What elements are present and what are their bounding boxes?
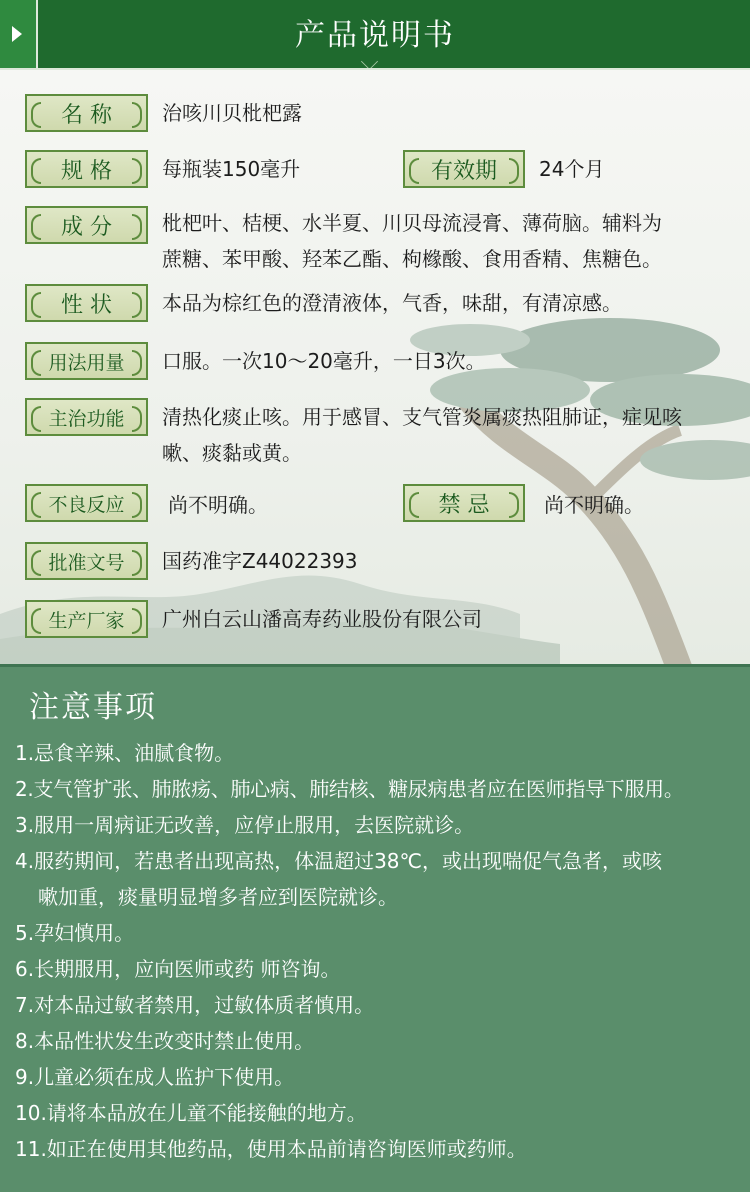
expiry-value: 24个月 [539, 157, 605, 181]
section-divider [0, 664, 750, 667]
properties-value: 本品为棕红色的澄清液体，气香，味甜，有清凉感。 [162, 291, 622, 315]
list-item: 8.本品性状发生改变时禁止使用。 [15, 1029, 315, 1053]
list-item: 9.儿童必须在成人监护下使用。 [15, 1065, 295, 1089]
ingredients-label: 成 分 [25, 206, 148, 244]
precautions-list [15, 735, 745, 1167]
indications-label: 主治功能 [25, 398, 148, 436]
list-item: 7.对本品过敏者禁用，过敏体质者慎用。 [15, 993, 375, 1017]
indications-line-2: 嗽、痰黏或黄。 [162, 441, 302, 465]
list-item: 10.请将本品放在儿童不能接触的地方。 [15, 1101, 367, 1125]
list-item: 11.如正在使用其他药品，使用本品前请咨询医师或药师。 [15, 1137, 527, 1161]
approval-number-value: 国药准字Z44022393 [162, 549, 358, 573]
list-item: 3.服用一周病证无改善，应停止服用，去医院就诊。 [15, 813, 475, 837]
usage-value: 口服。一次10～20毫升，一日3次。 [162, 349, 486, 373]
list-item [15, 879, 745, 915]
contraindications-value: 尚不明确。 [544, 493, 644, 517]
list-item: 1.忌食辛辣、油腻食物。 [15, 741, 235, 765]
list-item: 4.服药期间，若患者出现高热，体温超过38℃，或出现喘促气急者，或咳 [15, 849, 662, 873]
indications-line-1: 清热化痰止咳。用于感冒、支气管炎属痰热阻肺证，症见咳 [162, 405, 682, 429]
name-label: 名 称 [25, 94, 148, 132]
list-item-continuation: 嗽加重，痰量明显增多者应到医院就诊。 [38, 885, 398, 909]
approval-number-label: 批准文号 [25, 542, 148, 580]
manufacturer-label: 生产厂家 [25, 600, 148, 638]
list-item: 2.支气管扩张、肺脓疡、肺心病、肺结核、糖尿病患者应在医师指导下服用。 [15, 777, 684, 801]
list-item: 5.孕妇慎用。 [15, 921, 135, 945]
spec-label: 规 格 [25, 150, 148, 188]
product-info-section [0, 70, 750, 664]
precautions-title: 注意事项 [29, 690, 157, 725]
adverse-reactions-value: 尚不明确。 [168, 493, 268, 517]
list-item: 6.长期服用，应向医师或药 师咨询。 [15, 957, 341, 981]
page-title: 产品说明书 [295, 18, 455, 53]
chevron-down-icon [355, 54, 385, 64]
precautions-section [0, 664, 750, 1192]
spec-value: 每瓶装150毫升 [162, 157, 301, 181]
manufacturer-value: 广州白云山潘高寿药业股份有限公司 [162, 607, 482, 631]
adverse-reactions-label: 不良反应 [25, 484, 148, 522]
contraindications-label: 禁 忌 [403, 484, 525, 522]
name-value: 治咳川贝枇杷露 [162, 101, 302, 125]
expiry-label: 有效期 [403, 150, 525, 188]
ingredients-line-2: 蔗糖、苯甲酸、羟苯乙酯、枸橼酸、食用香精、焦糖色。 [162, 247, 662, 271]
ingredients-line-1: 枇杷叶、桔梗、水半夏、川贝母流浸膏、薄荷脑。辅料为 [162, 211, 662, 235]
usage-label: 用法用量 [25, 342, 148, 380]
header-bar [0, 0, 750, 68]
properties-label: 性 状 [25, 284, 148, 322]
